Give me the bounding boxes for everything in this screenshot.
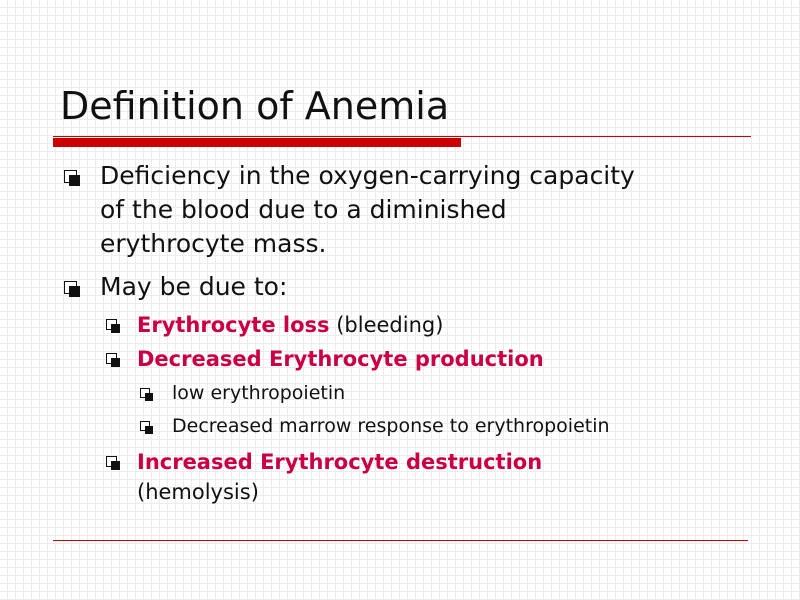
checkbox-bullet-icon xyxy=(140,421,150,431)
bullet-text-line: erythrocyte mass. xyxy=(100,229,327,258)
checkbox-bullet-icon xyxy=(106,353,117,364)
highlighted-term: Decreased Erythrocyte production xyxy=(137,347,544,371)
checkbox-bullet-icon xyxy=(106,456,117,467)
checkbox-bullet-icon xyxy=(140,388,150,398)
title-accent-bar xyxy=(53,138,461,147)
checkbox-bullet-icon xyxy=(64,170,77,183)
bottom-rule xyxy=(53,540,748,541)
plain-text: (bleeding) xyxy=(329,313,444,337)
highlighted-term: Erythrocyte loss xyxy=(137,313,330,337)
sub-sub-bullet-text: Decreased marrow response to erythropoietin xyxy=(172,415,610,437)
bullet-text: May be due to: xyxy=(100,272,288,301)
highlighted-term: Increased Erythrocyte destruction xyxy=(137,450,543,474)
slide-title: Definition of Anemia xyxy=(60,84,450,128)
sub-bullet-text xyxy=(137,447,542,477)
sub-bullet-text xyxy=(137,310,443,340)
title-underline-rule xyxy=(53,136,751,137)
bullet-text-line: Deficiency in the oxygen-carrying capacity xyxy=(100,161,635,190)
sub-bullet-continuation: (hemolysis) xyxy=(137,480,259,504)
sub-bullet-text xyxy=(137,344,544,374)
checkbox-bullet-icon xyxy=(106,319,117,330)
checkbox-bullet-icon xyxy=(64,281,77,294)
sub-sub-bullet-text: low erythropoietin xyxy=(172,382,346,404)
bullet-text-line: of the blood due to a diminished xyxy=(100,195,507,224)
